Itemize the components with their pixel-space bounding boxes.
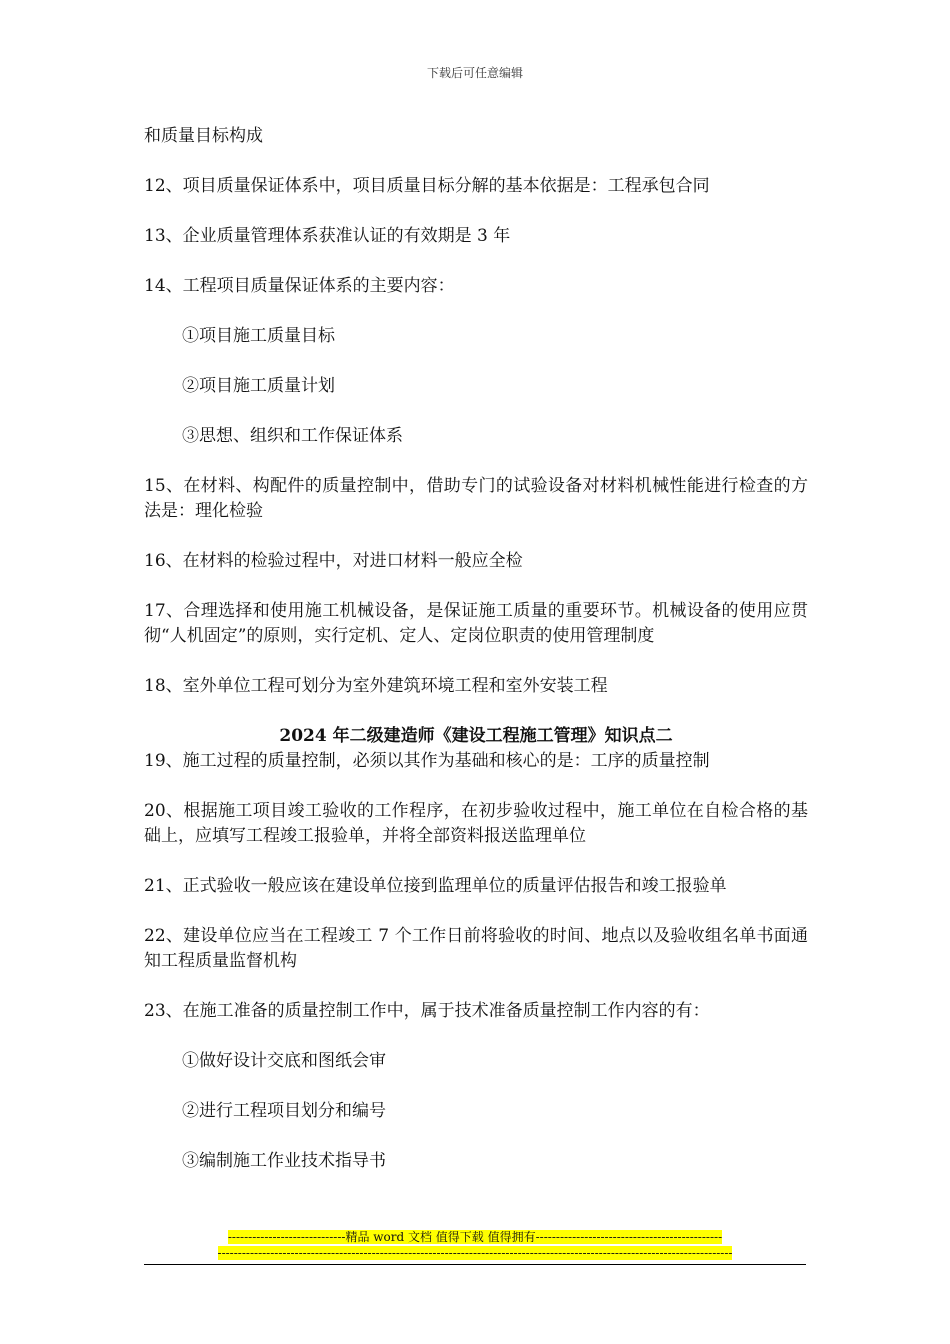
page-header-note: 下载后可任意编辑 bbox=[426, 66, 523, 80]
paragraph: 21、正式验收一般应该在建设单位接到监理单位的质量评估报告和竣工报验单 bbox=[144, 876, 727, 896]
paragraph-list-before bbox=[144, 124, 808, 699]
paragraph: 18、室外单位工程可划分为室外建筑环境工程和室外安装工程 bbox=[144, 676, 608, 696]
paragraph-list-after bbox=[144, 749, 808, 1174]
paragraph: 22、建设单位应当在工程竣工 7 个工作日前将验收的时间、地点以及验收组名单书面通知工程质量监督机构 bbox=[144, 926, 808, 971]
document-body bbox=[144, 124, 808, 1199]
paragraph: 14、工程项目质量保证体系的主要内容： bbox=[144, 276, 455, 296]
paragraph: 和质量目标构成 bbox=[144, 126, 263, 146]
footer-banner-dashes: ------------------------------------------------------------------------------------------------------------------------------- bbox=[217, 1246, 733, 1260]
paragraph: 20、根据施工项目竣工验收的工作程序，在初步验收过程中，施工单位在自检合格的基础上，应填写工程竣工报验单，并将全部资料报送监理单位 bbox=[144, 801, 808, 846]
paragraph: 23、在施工准备的质量控制工作中，属于技术准备质量控制工作内容的有： bbox=[144, 1001, 710, 1021]
footer-banner-line1 bbox=[0, 1230, 950, 1244]
list-item: ③思想、组织和工作保证体系 bbox=[182, 426, 403, 446]
list-item: ②进行工程项目划分和编号 bbox=[182, 1101, 386, 1121]
paragraph: 12、项目质量保证体系中，项目质量目标分解的基本依据是：工程承包合同 bbox=[144, 176, 710, 196]
list-item: ①做好设计交底和图纸会审 bbox=[182, 1051, 386, 1071]
footer-banner-text: -----------------------------精品 word 文档 值得下载 值得拥有---------------------------------------------- bbox=[227, 1230, 723, 1244]
paragraph: 13、企业质量管理体系获准认证的有效期是 3 年 bbox=[144, 226, 511, 246]
paragraph: 17、合理选择和使用施工机械设备，是保证施工质量的重要环节。机械设备的使用应贯彻“人机固定”的原则，实行定机、定人、定岗位职责的使用管理制度 bbox=[144, 601, 808, 646]
footer-divider bbox=[144, 1264, 806, 1265]
list-item: ①项目施工质量目标 bbox=[182, 326, 335, 346]
list-item: ③编制施工作业技术指导书 bbox=[182, 1151, 386, 1171]
paragraph: 19、施工过程的质量控制，必须以其作为基础和核心的是：工序的质量控制 bbox=[144, 751, 710, 771]
paragraph: 16、在材料的检验过程中，对进口材料一般应全检 bbox=[144, 551, 523, 571]
section-title: 2024 年二级建造师《建设工程施工管理》知识点二 bbox=[279, 726, 673, 746]
paragraph: 15、在材料、构配件的质量控制中，借助专门的试验设备对材料机械性能进行检查的方法是：理化检验 bbox=[144, 476, 808, 521]
list-item: ②项目施工质量计划 bbox=[182, 376, 335, 396]
footer-banner-line2 bbox=[0, 1246, 950, 1260]
